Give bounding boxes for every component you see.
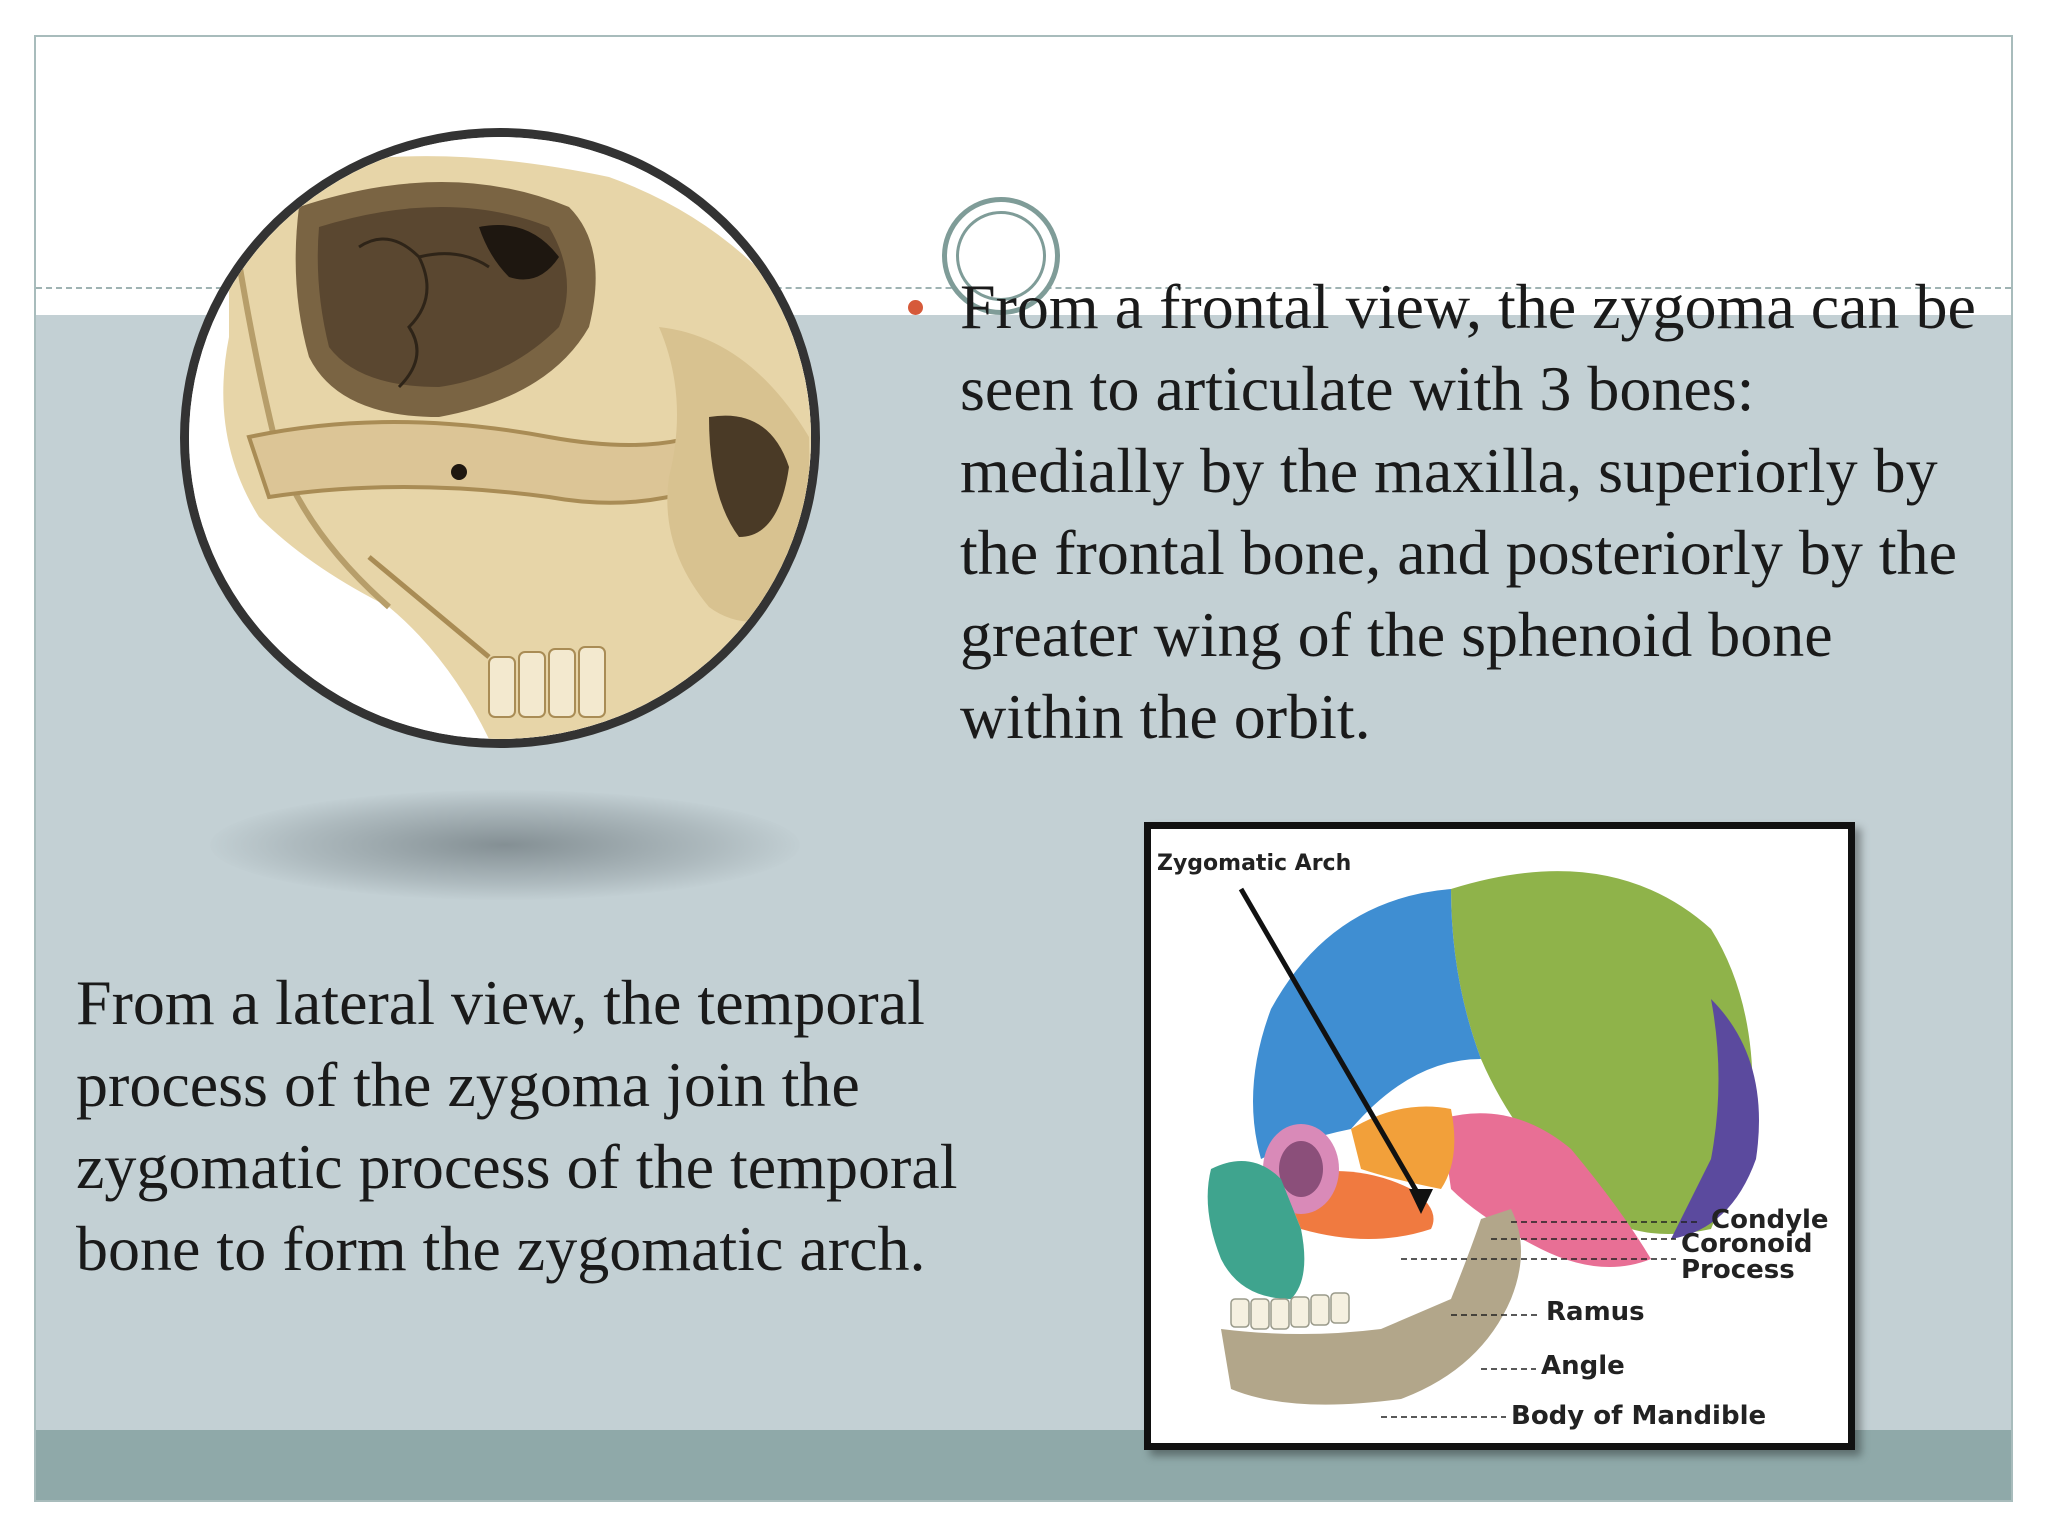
label-ramus: Ramus xyxy=(1546,1297,1645,1327)
lateral-skull-diagram xyxy=(1144,822,1855,1450)
label-angle: Angle xyxy=(1541,1351,1625,1381)
label-body-of-mandible: Body of Mandible xyxy=(1511,1401,1767,1431)
bullet-dot xyxy=(908,300,923,315)
label-coronoid-line1: Coronoid xyxy=(1681,1229,1813,1259)
label-condyle: Condyle xyxy=(1711,1205,1829,1235)
image-shadow xyxy=(210,790,800,900)
skull-diagram-illustration xyxy=(1151,829,1848,1443)
label-coronoid-line2: Process xyxy=(1681,1255,1795,1285)
label-coronoid xyxy=(1681,1231,1813,1283)
skull-illustration xyxy=(189,137,811,739)
lateral-view-paragraph: From a lateral view, the temporal process of the zygoma join the zygomatic process of the temporal bone to form the zygomatic arch. xyxy=(76,967,958,1284)
label-zygomatic-arch: Zygomatic Arch xyxy=(1157,851,1352,876)
bullet-paragraph: From a frontal view, the zygoma can be seen to articulate with 3 bones: medially by the maxilla, superiorly by the frontal bone, and posteriorly by the greater wing of the sphenoid bone within the orbit. xyxy=(960,271,1976,752)
skull-frontal-image xyxy=(180,128,820,748)
